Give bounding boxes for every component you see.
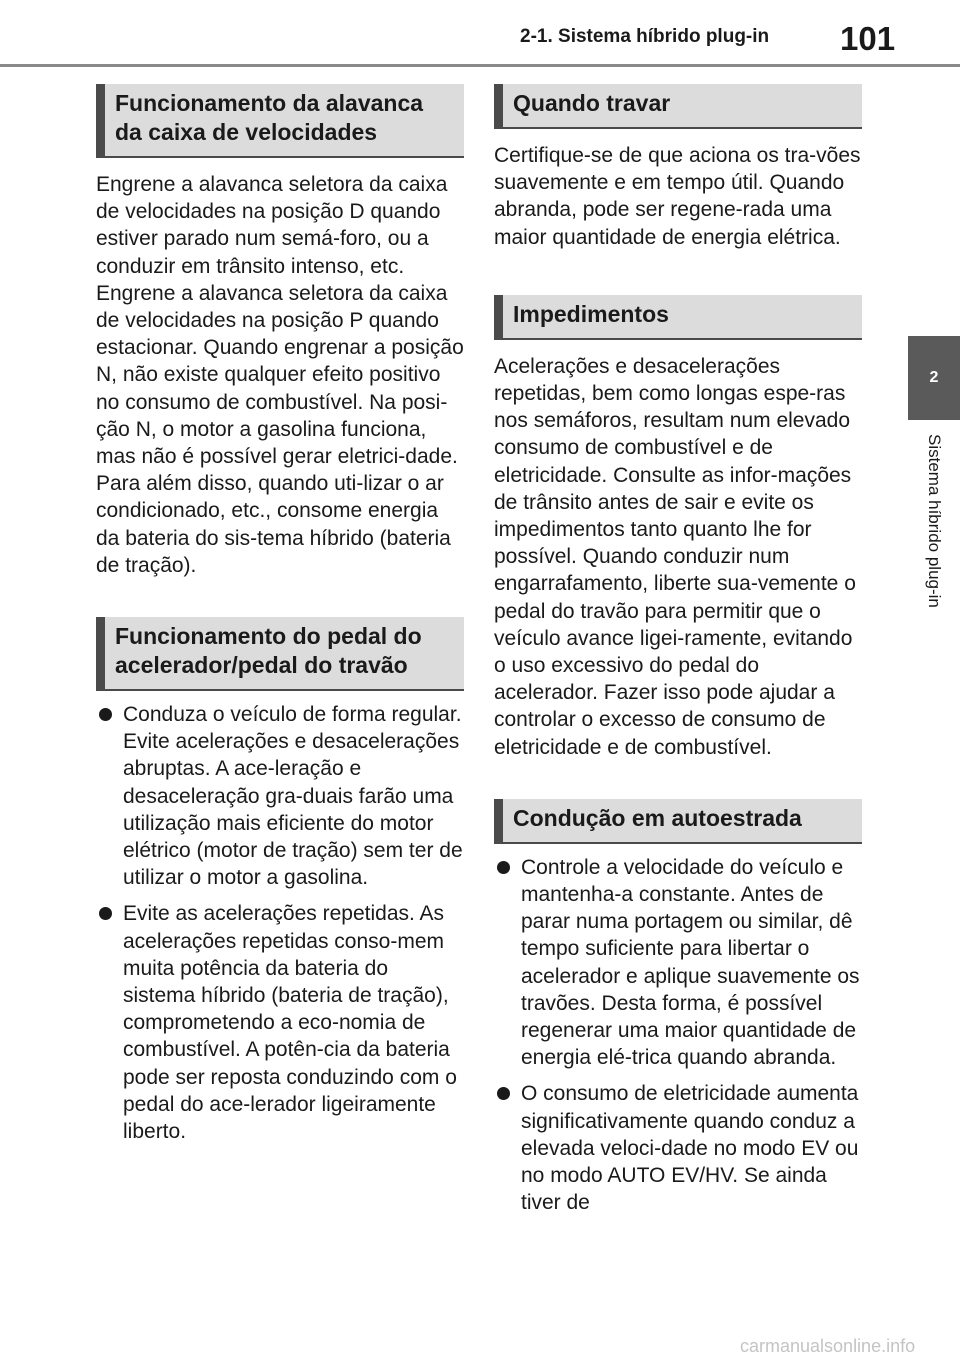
pedals-bullet-list xyxy=(96,691,464,1145)
right-column xyxy=(494,84,862,1226)
list-item xyxy=(494,854,862,1072)
watermark: carmanualsonline.info xyxy=(740,1336,916,1356)
list-item xyxy=(96,701,464,891)
section-spacer xyxy=(494,761,862,799)
highway-bullet-list xyxy=(494,844,862,1217)
left-column xyxy=(96,84,464,1154)
section-spacer xyxy=(494,251,862,295)
bullet-dot-icon xyxy=(497,1087,510,1100)
section-heading-pedals: Funcionamento do pedal do acelerador/pedal do travão xyxy=(96,617,464,691)
section-spacer xyxy=(96,579,464,617)
list-item xyxy=(96,900,464,1145)
bullet-dot-icon xyxy=(497,861,510,874)
section-heading-gear-lever: Funcionamento da alavanca da caixa de velocidades xyxy=(96,84,464,158)
braking-paragraph: Certifique-se de que aciona os tra-vões suavemente e em tempo útil. Quando abranda, pode ser regene-rada uma maior quantidade de energia elétrica. xyxy=(494,144,861,249)
section-heading-braking: Quando travar xyxy=(494,84,862,129)
header-section-title: 2-1. Sistema híbrido plug-in xyxy=(520,26,770,47)
gear-lever-paragraph: Engrene a alavanca seletora da caixa de velocidades na posição D quando estiver parado num semá-foro, ou a conduzir em trânsito intenso, etc. Engrene a alavanca seletora da caixa de velocidades na posição P quando estacionar. Quando engrenar a posição N, não existe qualquer efeito positivo no consumo de combustível. Na posi-ção N, o motor a gasolina funciona, mas não é possível gerar eletrici-dade. Para além disso, quando uti-lizar o ar condicionado, etc., consome energia da bateria do sis-tema híbrido (bateria de tração). xyxy=(96,173,464,577)
page-number: 101 xyxy=(840,20,896,57)
chapter-side-label-text: Sistema híbrido plug-in xyxy=(925,434,944,608)
list-item-text: Evite as acelerações repetidas. As acelerações repetidas conso-mem muita potência da bateria do sistema híbrido (bateria de tração), comprometendo a eco-nomia de combustível. A potên-cia da bateria pode ser reposta conduzindo com o pedal do ace-lerador ligeiramente liberto. xyxy=(123,902,457,1144)
section-heading-obstacles: Impedimentos xyxy=(494,295,862,340)
list-item xyxy=(494,1080,862,1216)
chapter-side-label xyxy=(908,420,960,660)
obstacles-paragraph: Acelerações e desacelerações repetidas, bem como longas espe-ras nos semáforos, resultam num elevado consumo de combustível e de eletricidade. Consulte as infor-mações de trânsito antes de sair e evite os impedimentos tanto quanto lhe for possível. Quando conduzir num engarrafamento, liberte sua-vemente o pedal do travão para permitir que o veículo avance ligei-ramente, evitando o uso excessivo do pedal do acelerador. Fazer isso pode ajudar a controlar o excesso de consumo de eletricidade e de combustível. xyxy=(494,354,856,759)
bullet-dot-icon xyxy=(99,907,112,920)
list-item-text: Controle a velocidade do veículo e mantenha-a constante. Antes de parar numa portagem ou similar, dê tempo suficiente para libertar o acelerador e aplique suavemente os travões. Desta forma, é possível regenerar uma maior quantidade de energia elé-trica quando abranda. xyxy=(521,855,860,1070)
chapter-number: 2 xyxy=(929,369,939,386)
chapter-tab xyxy=(908,336,960,420)
header-divider xyxy=(0,64,960,67)
bullet-dot-icon xyxy=(99,708,112,721)
section-heading-highway: Condução em autoestrada xyxy=(494,799,862,844)
list-item-text: Conduza o veículo de forma regular. Evite acelerações e desacelerações abruptas. A ace-leração e desaceleração gra-duais farão uma utilização mais eficiente do motor elétrico (motor de tração) sem ter de utilizar o motor a gasolina. xyxy=(123,703,463,890)
list-item-text: O consumo de eletricidade aumenta significativamente quando conduz a elevada veloci-dade no modo EV ou no modo AUTO EV/HV. Se ainda tiver de xyxy=(521,1082,859,1215)
